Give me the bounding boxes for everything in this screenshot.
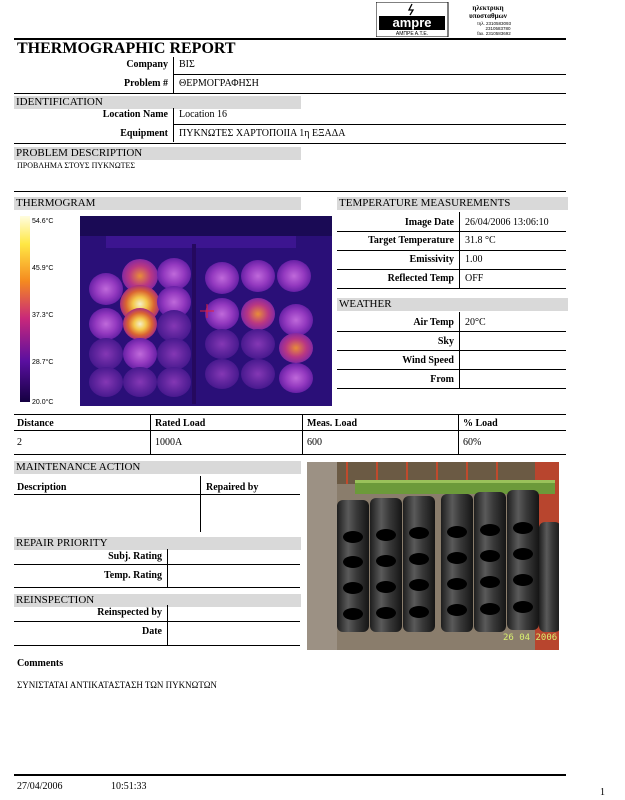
scale-label-2: 37.3°C [32, 312, 54, 319]
repair-priority-header: REPAIR PRIORITY [14, 537, 301, 550]
air-temp-value: 20°C [465, 317, 486, 328]
company-rule [173, 74, 566, 75]
meas-load-value: 600 [307, 437, 322, 448]
emissivity-value: 1.00 [465, 254, 483, 265]
rated-load-value: 1000A [155, 437, 183, 448]
reinspected-by-label: Reinspected by [97, 607, 162, 618]
logo-contact-1: τηλ. 2310583093 [476, 21, 512, 26]
sky-label: Sky [437, 336, 454, 347]
image-date-value: 26/04/2006 13:06:10 [465, 217, 549, 228]
weather-header: WEATHER [337, 298, 568, 311]
maintenance-header: MAINTENANCE ACTION [14, 461, 301, 474]
page-number: 1 [600, 787, 605, 798]
problem-description-rule [14, 191, 566, 192]
weather-rule-0 [337, 331, 566, 332]
company-logo [376, 2, 526, 37]
equipment-value: ΠΥΚΝΩΤΕΣ ΧΑΡΤΟΠΟΙΙΑ 1η ΕΞΑΔΑ [179, 128, 346, 139]
date-label: Date [142, 626, 162, 637]
comments-text: ΣΥΝΙΣΤΑΤΑΙ ΑΝΤΙΚΑΤΑΣΤΑΣΗ ΤΩΝ ΠΥΚΝΩΤΩΝ [17, 680, 217, 690]
temp-rule-3 [337, 288, 566, 289]
reinspection-divider [167, 605, 168, 645]
report-title: THERMOGRAPHIC REPORT [17, 40, 236, 57]
problem-value: ΘΕΡΜΟΓΡΑΦΗΣΗ [179, 78, 259, 89]
thermogram-header: THERMOGRAM [14, 197, 301, 210]
identification-header: IDENTIFICATION [14, 96, 301, 109]
temp-rating-rule [14, 587, 300, 588]
comments-label: Comments [17, 658, 64, 669]
percent-load-header: % Load [463, 418, 498, 429]
footer-time: 10:51:33 [111, 781, 147, 792]
load-divider-3 [458, 414, 459, 454]
logo-contact-3: fax. 2310583692 [477, 31, 511, 36]
problem-description-header: PROBLEM DESCRIPTION [14, 147, 301, 160]
location-rule [173, 124, 566, 125]
wind-speed-label: Wind Speed [402, 355, 454, 366]
footer-date: 27/04/2006 [17, 781, 63, 792]
header-divider [173, 57, 174, 93]
logo-text-2: υποσταθμων [469, 12, 507, 20]
scale-label-4: 20.0°C [32, 399, 54, 406]
repaired-by-label: Repaired by [206, 482, 259, 493]
location-value: Location 16 [179, 109, 228, 120]
problem-label: Problem # [124, 78, 168, 89]
temp-rule-0 [337, 231, 566, 232]
company-label: Company [126, 59, 168, 70]
subj-rating-rule [14, 564, 300, 565]
air-temp-label: Air Temp [413, 317, 454, 328]
equipment-label: Equipment [120, 128, 168, 139]
image-date-label: Image Date [404, 217, 454, 228]
equipment-rule [14, 143, 566, 144]
visual-photo [307, 462, 559, 650]
from-label: From [430, 374, 454, 385]
company-value: ΒΙΣ [179, 59, 195, 70]
logo-sub: ΑΜΠΡΕ Α.Τ.Ε. [395, 31, 429, 37]
maintenance-divider [200, 476, 201, 532]
logo-brand: ampre [392, 15, 432, 30]
footer-rule [14, 774, 566, 776]
rated-load-header: Rated Load [155, 418, 206, 429]
priority-divider [167, 549, 168, 587]
logo-text-1: ηλεκτρικη [472, 4, 504, 12]
logo-graphic [376, 2, 526, 37]
reinspection-header: REINSPECTION [14, 594, 301, 607]
scale-label-1: 45.9°C [32, 265, 54, 272]
weather-rule-2 [337, 369, 566, 370]
logo-contact-2: 2310583780 [485, 26, 511, 31]
temp-rating-label: Temp. Rating [104, 570, 162, 581]
temp-rule-2 [337, 269, 566, 270]
date-rule [14, 645, 300, 646]
scale-label-0: 54.6°C [32, 218, 54, 225]
reflected-temp-value: OFF [465, 273, 484, 284]
thermogram-image [14, 214, 332, 406]
target-temp-value: 31.8 °C [465, 235, 496, 246]
color-scale-bar [20, 216, 30, 402]
ident-divider [173, 108, 174, 142]
distance-value: 2 [17, 437, 22, 448]
location-label: Location Name [102, 109, 168, 120]
load-table-header-rule [14, 430, 566, 431]
meas-load-header: Meas. Load [307, 418, 357, 429]
reflected-temp-label: Reflected Temp [387, 273, 454, 284]
scale-label-3: 28.7°C [32, 359, 54, 366]
reinspected-by-rule [14, 621, 300, 622]
temperature-header: TEMPERATURE MEASUREMENTS [337, 197, 568, 210]
load-table-top-rule [14, 414, 566, 415]
weather-rule-1 [337, 350, 566, 351]
emissivity-label: Emissivity [409, 254, 454, 265]
problem-rule [14, 93, 566, 94]
temp-rule-1 [337, 250, 566, 251]
subj-rating-label: Subj. Rating [108, 551, 162, 562]
description-label: Description [17, 482, 67, 493]
load-divider-2 [302, 414, 303, 454]
weather-rule-3 [337, 388, 566, 389]
load-table-bottom-rule [14, 454, 566, 455]
percent-load-value: 60% [463, 437, 482, 448]
target-temp-label: Target Temperature [368, 235, 454, 246]
problem-description-text: ΠΡΟΒΛΗΜΑ ΣΤΟΥΣ ΠΥΚΝΩΤΕΣ [17, 161, 136, 170]
photo-date-stamp: 26 04 2006 [503, 633, 558, 643]
maintenance-rule [14, 494, 300, 495]
load-divider-1 [150, 414, 151, 454]
distance-header: Distance [17, 418, 54, 429]
